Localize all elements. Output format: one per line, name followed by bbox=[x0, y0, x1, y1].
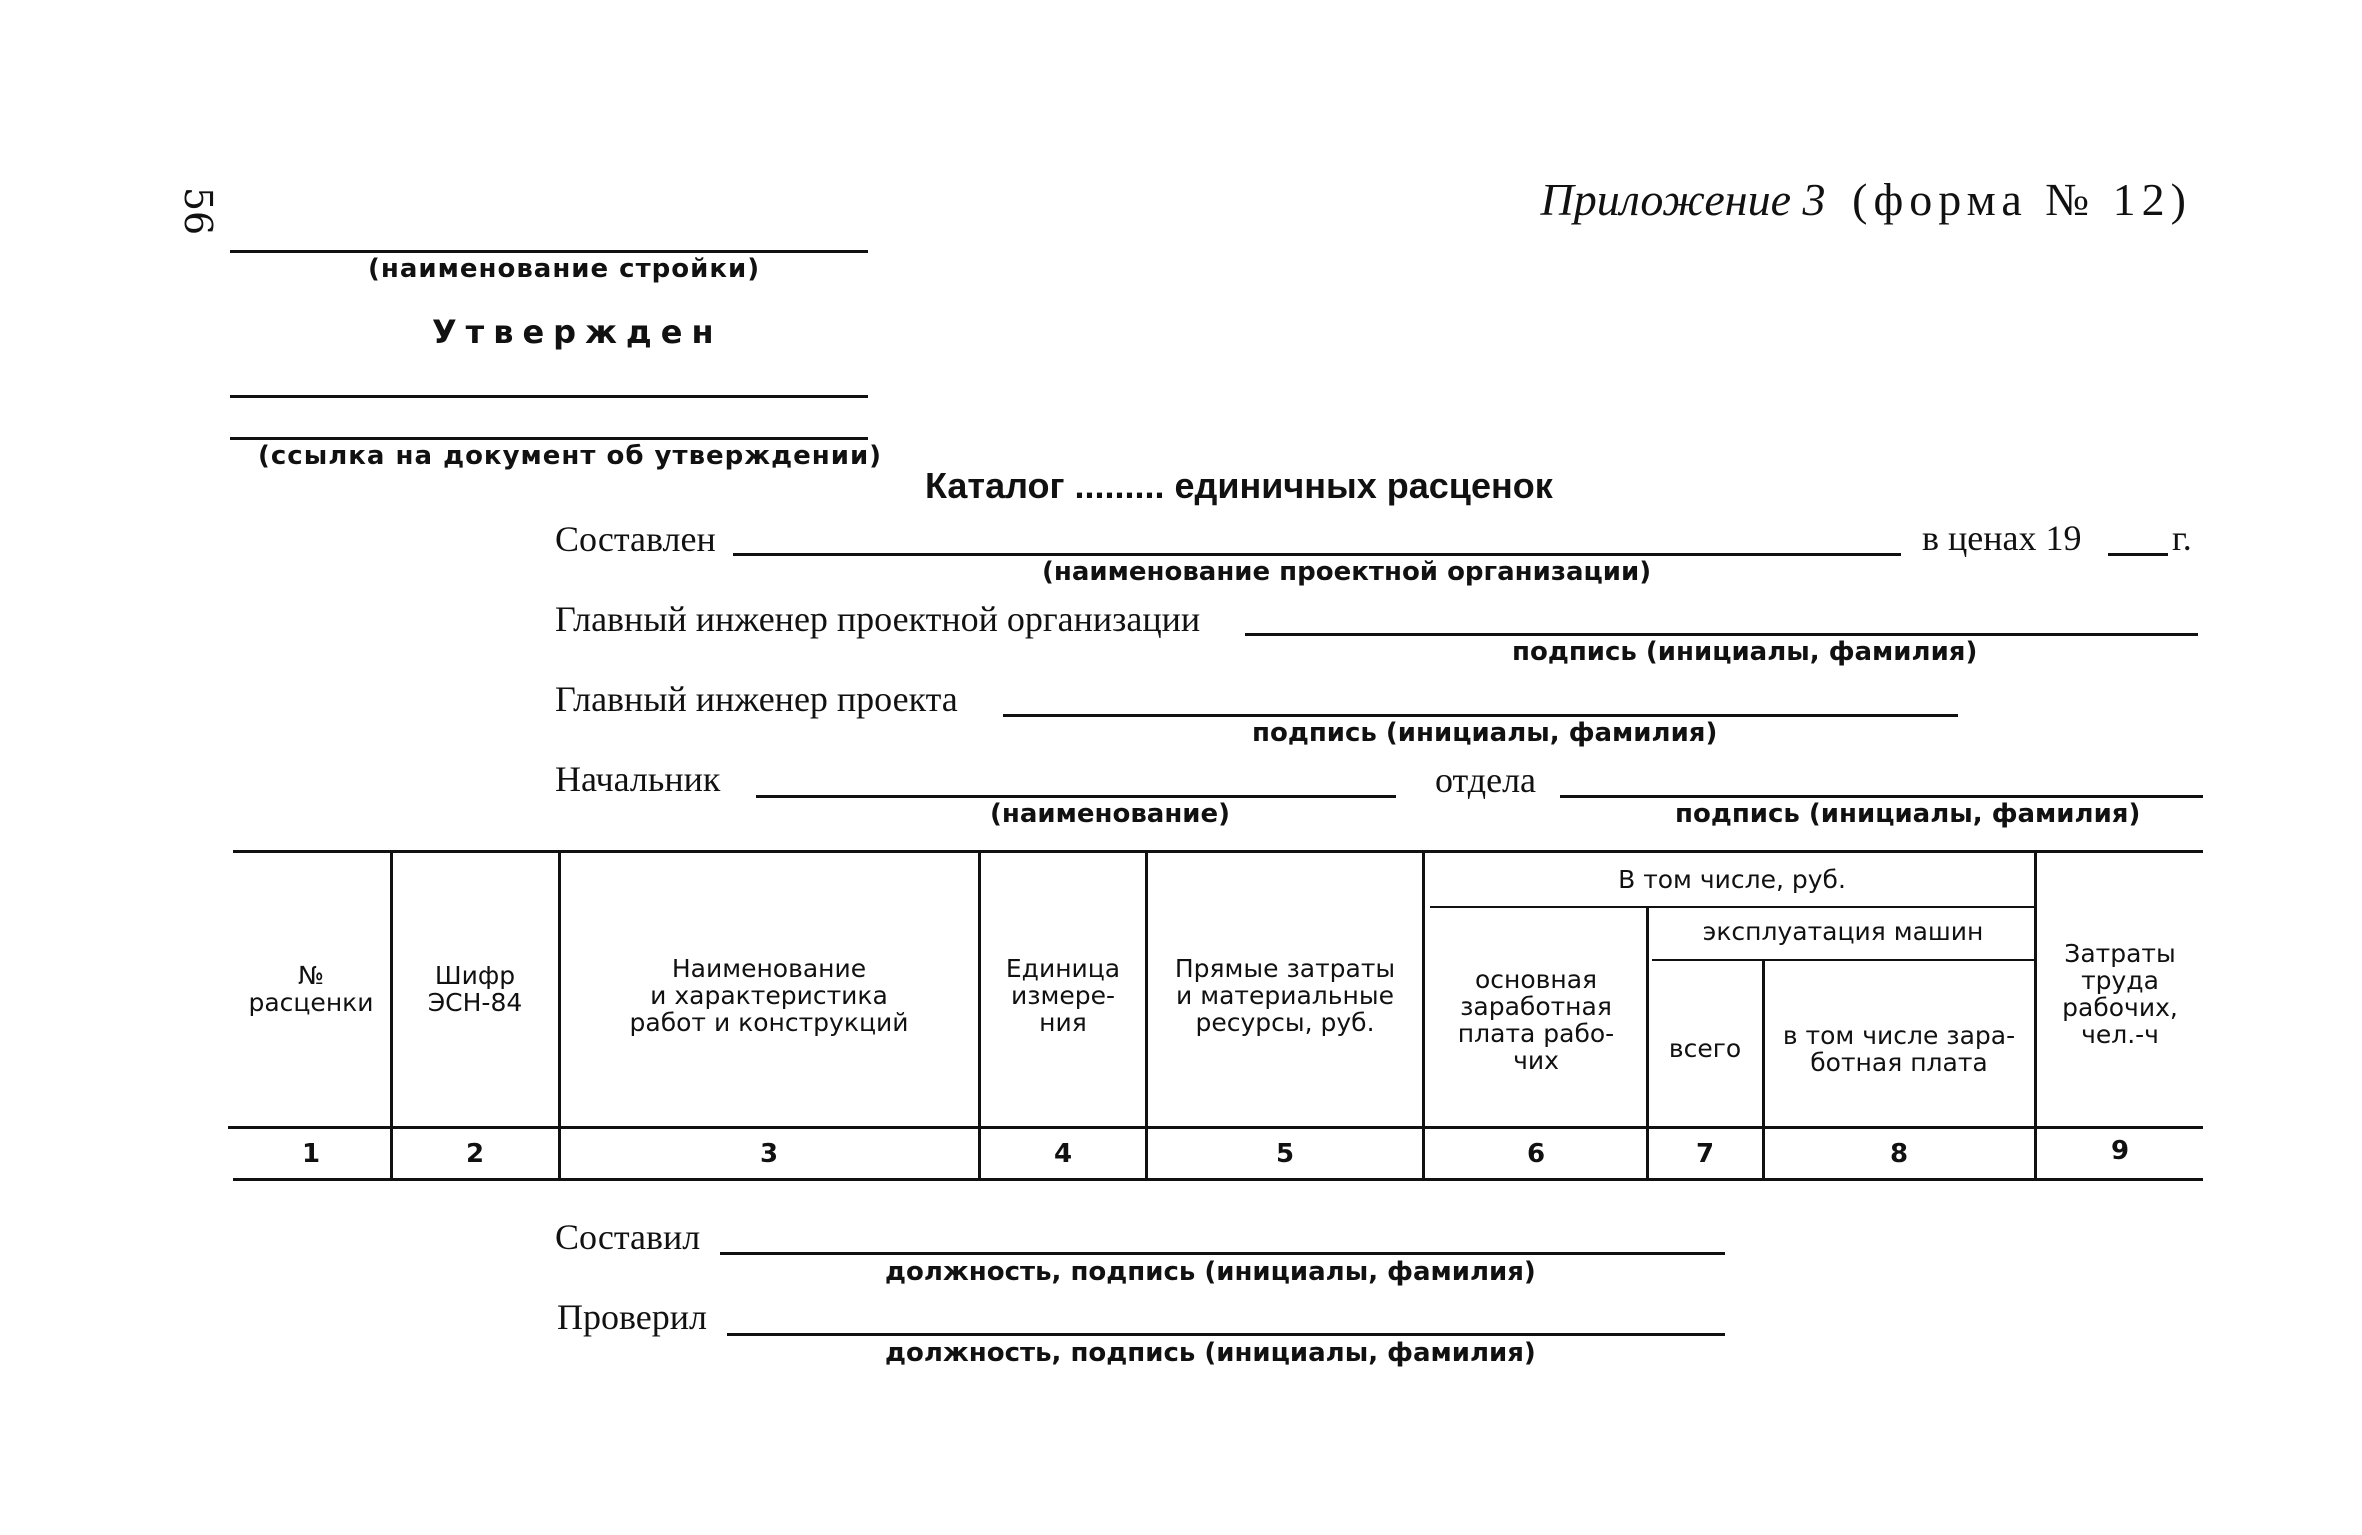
col4-header-line: ния bbox=[1039, 1008, 1087, 1037]
col-sep-8 bbox=[2034, 852, 2037, 1178]
col9-header-line: Затраты bbox=[2064, 939, 2176, 968]
checked-by-label: Проверил bbox=[557, 1297, 707, 1337]
prices-label: в ценах 19 bbox=[1922, 518, 2082, 558]
chief-engineer-project-label: Главный инженер проекта bbox=[555, 679, 958, 719]
doc-ref-caption: (ссылка на документ об утверждении) bbox=[258, 441, 883, 471]
group-machines-rule bbox=[1652, 959, 2034, 961]
year-line[interactable] bbox=[2108, 553, 2168, 556]
checked-by-line[interactable] bbox=[727, 1333, 1725, 1336]
col3-header-line: работ и конструкций bbox=[629, 1008, 909, 1037]
col4-header-line: измере- bbox=[1010, 981, 1116, 1010]
col1-header bbox=[236, 962, 386, 1016]
col-number: 7 bbox=[1695, 1139, 1715, 1169]
catalog-title: Каталог ......... единичных расценок bbox=[925, 465, 1553, 506]
col8-header-line: ботная плата bbox=[1810, 1048, 1988, 1077]
org-name-line[interactable] bbox=[733, 553, 1901, 556]
col-number: 9 bbox=[2110, 1136, 2130, 1166]
head-sign-line[interactable] bbox=[1560, 795, 2203, 798]
chief-engineer-org-caption: подпись (инициалы, фамилия) bbox=[1512, 637, 1978, 667]
head-name-line[interactable] bbox=[756, 795, 1396, 798]
col8-header bbox=[1766, 1022, 2032, 1076]
col-sep-2 bbox=[558, 852, 561, 1178]
department-label: отдела bbox=[1435, 760, 1537, 800]
col6-header-line: заработная bbox=[1460, 992, 1612, 1021]
appendix-form: (форма № 12) bbox=[1852, 174, 2192, 225]
group-including-rule bbox=[1430, 906, 2034, 908]
head-sign-caption: подпись (инициалы, фамилия) bbox=[1675, 799, 2141, 829]
col2-header bbox=[396, 962, 554, 1016]
col4-header-line: Единица bbox=[1005, 954, 1121, 983]
col3-header-line: Наименование bbox=[671, 954, 867, 983]
col-number: 4 bbox=[1053, 1139, 1073, 1169]
col-number: 1 bbox=[301, 1139, 321, 1169]
col-number: 2 bbox=[465, 1139, 485, 1169]
compiled-by-caption: должность, подпись (инициалы, фамилия) bbox=[885, 1257, 1536, 1287]
col1-header-line: расценки bbox=[248, 988, 374, 1017]
appendix-title: Приложение 3 bbox=[1540, 174, 1826, 225]
col-number: 6 bbox=[1526, 1139, 1546, 1169]
col5-header-line: и материальные bbox=[1176, 981, 1394, 1010]
appendix-header bbox=[1540, 172, 2192, 226]
col9-header-line: труда bbox=[2081, 966, 2159, 995]
compiled-by-label: Составил bbox=[555, 1217, 701, 1257]
col-sep-5 bbox=[1422, 852, 1425, 1178]
col6-header-line: основная bbox=[1474, 965, 1598, 994]
col1-header-line: № bbox=[297, 961, 324, 990]
col2-header-line: ЭСН-84 bbox=[427, 988, 523, 1017]
col3-header bbox=[564, 955, 974, 1036]
construction-caption: (наименование стройки) bbox=[368, 254, 761, 284]
col5-header-line: Прямые затраты bbox=[1174, 954, 1396, 983]
approval-line-2[interactable] bbox=[230, 437, 868, 440]
col9-header-line: чел.-ч bbox=[2081, 1020, 2159, 1049]
col-number: 3 bbox=[759, 1139, 779, 1169]
col-number: 5 bbox=[1275, 1139, 1295, 1169]
chief-engineer-org-line[interactable] bbox=[1245, 633, 2198, 636]
chief-engineer-org-label: Главный инженер проектной организации bbox=[555, 599, 1201, 639]
checked-by-caption: должность, подпись (инициалы, фамилия) bbox=[885, 1338, 1536, 1368]
approval-line-1[interactable] bbox=[230, 395, 868, 398]
compiled-label: Составлен bbox=[555, 519, 716, 559]
org-caption: (наименование проектной организации) bbox=[1042, 557, 1652, 587]
col-sep-3 bbox=[978, 852, 981, 1178]
col5-header bbox=[1150, 955, 1420, 1036]
col5-header-line: ресурсы, руб. bbox=[1195, 1008, 1375, 1037]
col8-header-line: в том числе зара- bbox=[1782, 1021, 2016, 1050]
group-including-header: В том числе, руб. bbox=[1618, 865, 1846, 894]
col2-header-line: Шифр bbox=[434, 961, 516, 990]
year-suffix: г. bbox=[2172, 518, 2192, 558]
head-name-caption: (наименование) bbox=[990, 799, 1231, 829]
col6-header-line: чих bbox=[1513, 1046, 1559, 1075]
col-sep-6 bbox=[1646, 908, 1649, 1178]
col6-header bbox=[1428, 966, 1644, 1074]
group-machines-header: эксплуатация машин bbox=[1702, 917, 1984, 946]
chief-engineer-project-line[interactable] bbox=[1003, 714, 1958, 717]
approved-label: Утвержден bbox=[432, 313, 723, 351]
col7-header-line: всего bbox=[1668, 1034, 1742, 1063]
col7-header bbox=[1650, 1035, 1760, 1062]
table-bottom-rule bbox=[233, 1178, 2203, 1181]
col-number: 8 bbox=[1889, 1139, 1909, 1169]
header-bottom-rule bbox=[228, 1126, 2203, 1129]
col-sep-1 bbox=[390, 852, 393, 1178]
page-number: 56 bbox=[176, 186, 220, 236]
col-sep-7 bbox=[1762, 961, 1765, 1178]
compiled-by-line[interactable] bbox=[720, 1252, 1725, 1255]
col9-header bbox=[2040, 940, 2200, 1048]
col9-header-line: рабочих, bbox=[2062, 993, 2178, 1022]
col-sep-4 bbox=[1145, 852, 1148, 1178]
chief-engineer-project-caption: подпись (инициалы, фамилия) bbox=[1252, 718, 1718, 748]
head-label: Начальник bbox=[555, 759, 721, 799]
col4-header bbox=[984, 955, 1142, 1036]
construction-line[interactable] bbox=[230, 250, 868, 253]
col3-header-line: и характеристика bbox=[650, 981, 888, 1010]
table-top-rule bbox=[233, 850, 2203, 853]
col6-header-line: плата рабо- bbox=[1457, 1019, 1615, 1048]
